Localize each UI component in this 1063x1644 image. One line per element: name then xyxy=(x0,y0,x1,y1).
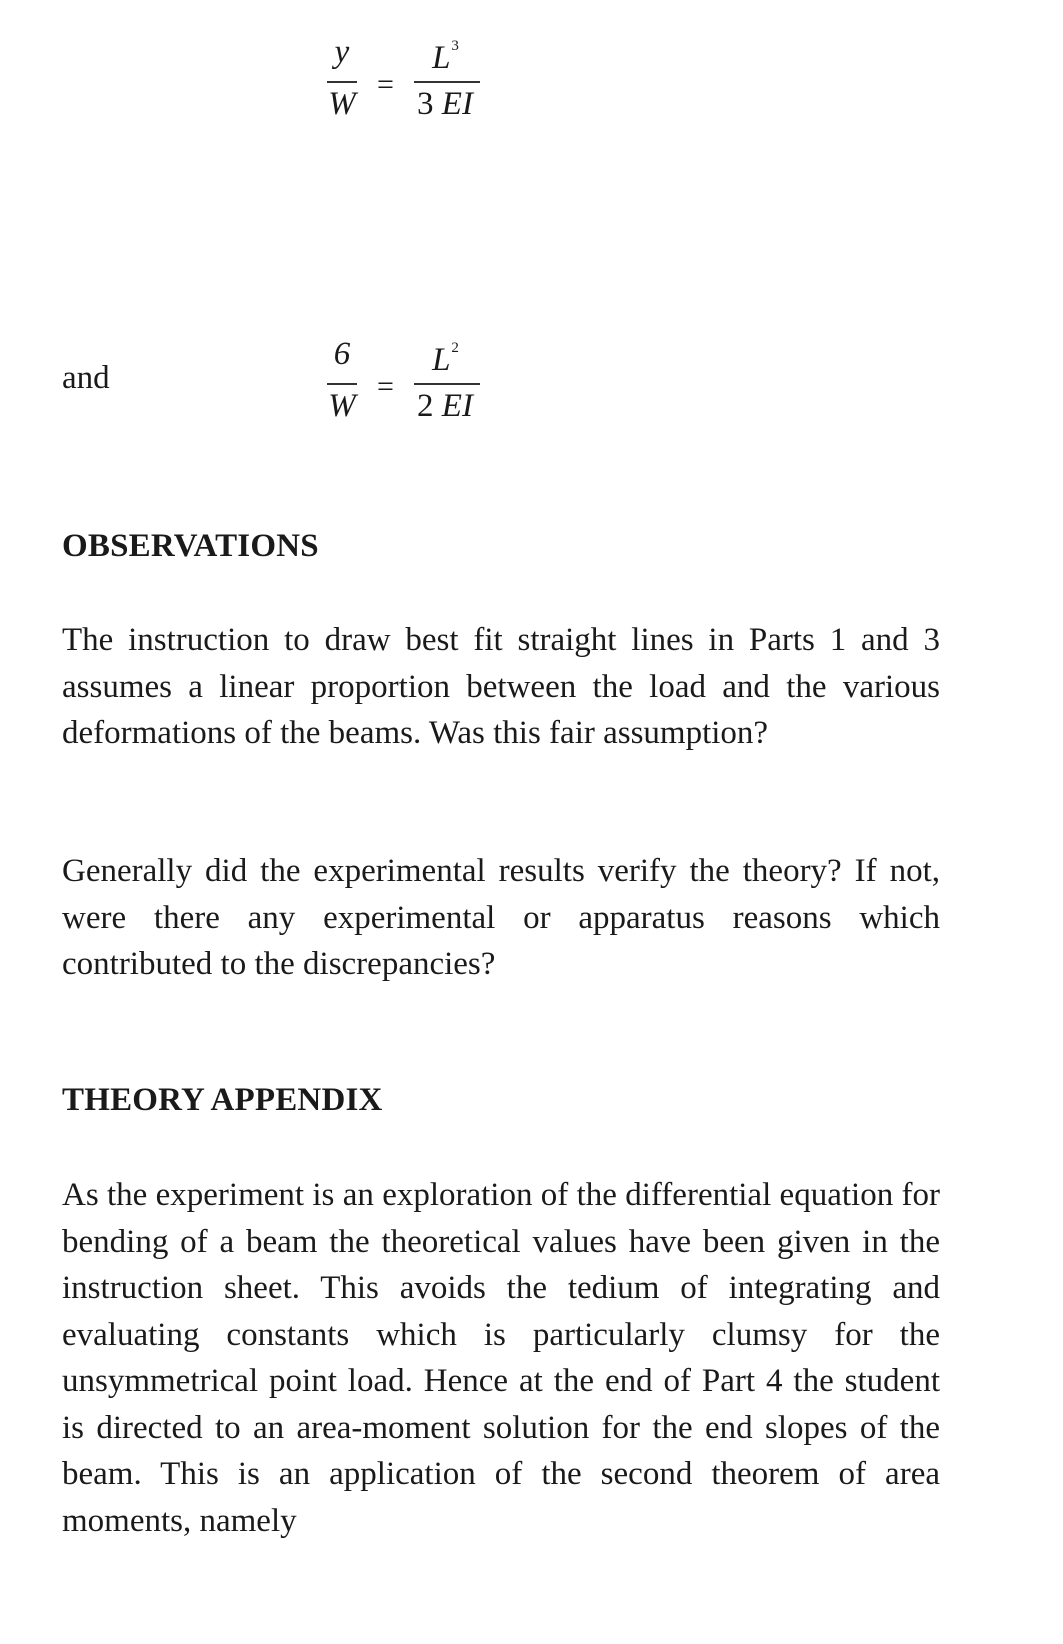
eq1-equals-sign: = xyxy=(377,68,394,101)
eq1-lhs-numerator: y xyxy=(334,34,350,70)
eq1-rhs-base: L xyxy=(432,40,451,76)
eq2-rhs-coefficient: 2 xyxy=(417,388,434,424)
eq1-rhs-exponent: 3 xyxy=(451,38,459,54)
eq1-rhs-denominator xyxy=(410,84,480,124)
eq1-rhs-numerator xyxy=(410,32,480,78)
observations-heading: OBSERVATIONS xyxy=(62,528,319,564)
eq2-rhs-numerator xyxy=(410,334,480,380)
eq2-rhs-base: L xyxy=(432,342,451,378)
eq1-rhs-coefficient: 3 xyxy=(417,86,434,122)
eq2-lhs-fraction-bar xyxy=(327,383,357,385)
theory-appendix-heading: THEORY APPENDIX xyxy=(62,1082,383,1118)
connector-word: and xyxy=(62,360,110,396)
eq2-rhs-fraction-bar xyxy=(414,383,480,385)
observations-paragraph-2: Generally did the experimental results verify the theory? If not, were there any experimental or apparatus reasons which contributed to the discrepancies? xyxy=(62,853,940,982)
observations-paragraph-1: The instruction to draw best fit straight lines in Parts 1 and 3 assumes a linear proportion between the load and the various deformations of the beams. Was this fair assumption? xyxy=(62,622,940,751)
eq2-lhs-numerator: 6 xyxy=(333,336,351,372)
eq1-lhs-denominator: W xyxy=(328,86,356,122)
eq2-equals-sign: = xyxy=(377,370,394,403)
eq2-rhs-symbol: EI xyxy=(441,388,473,424)
eq1-rhs-fraction-bar xyxy=(414,81,480,83)
eq1-rhs-symbol: EI xyxy=(441,86,473,122)
deflection-equation xyxy=(325,32,485,132)
eq2-rhs-exponent: 2 xyxy=(451,340,459,356)
eq2-rhs-denominator xyxy=(410,386,480,426)
eq2-lhs-denominator: W xyxy=(328,388,356,424)
slope-equation xyxy=(325,334,485,434)
theory-appendix-paragraph: As the experiment is an exploration of the differential equation for bending of a beam the theoretical values have been given in the instruction sheet. This avoids the tedium of integrating and evaluating constants which is particularly clumsy for the unsymmetrical point load. Hence at the end of Part 4 the student is directed to an area-moment solution for the end slopes of the beam. This is an application of the second theorem of area moments, namely xyxy=(62,1177,940,1539)
eq1-lhs-fraction-bar xyxy=(327,81,357,83)
